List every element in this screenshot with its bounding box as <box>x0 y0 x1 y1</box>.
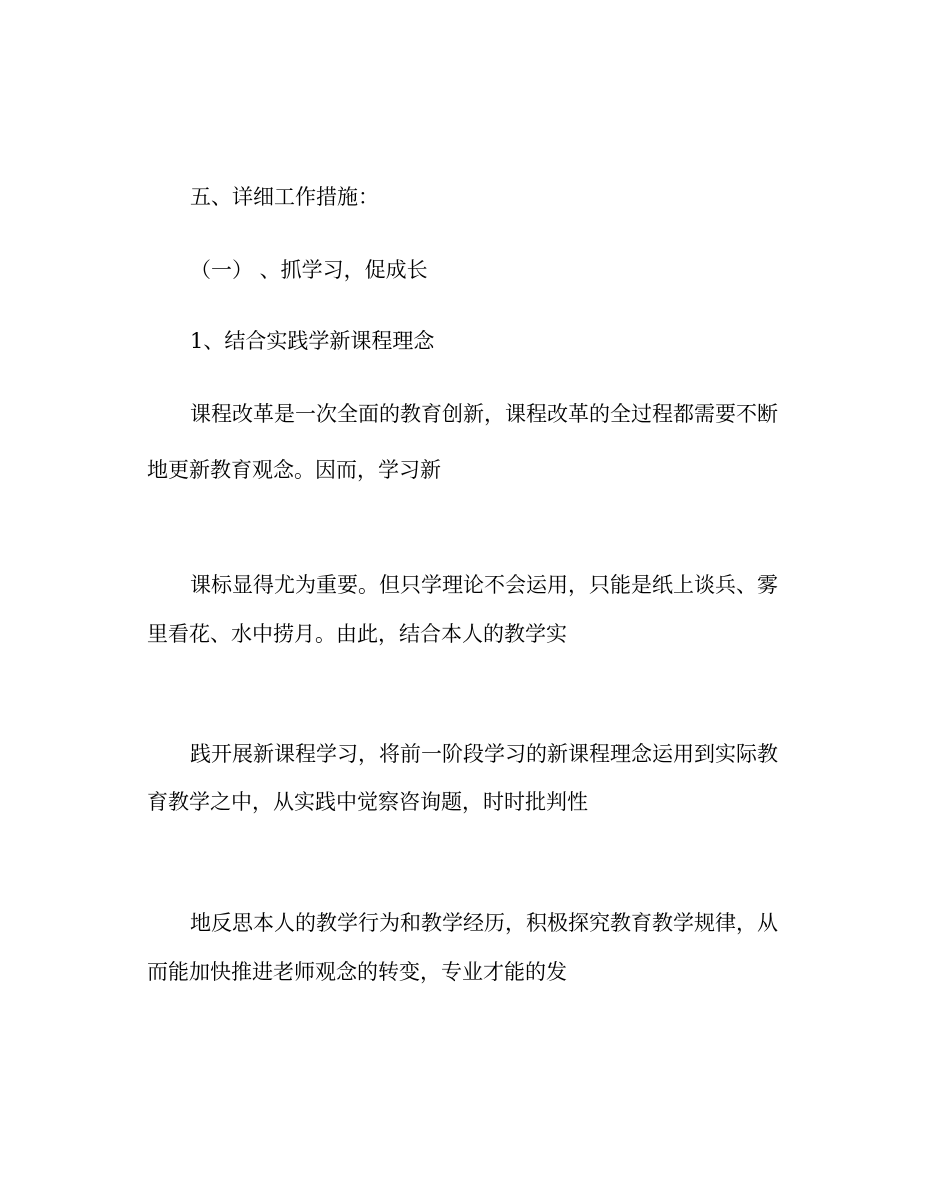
paragraph-3-line-2: 育教学之中，从实践中觉察咨询题，时时批判性 <box>147 790 588 814</box>
paragraph-1-line-1: 课程改革是一次全面的教育创新，课程改革的全过程都需要不断 <box>190 402 778 426</box>
paragraph-4-line-2: 而能加快推进老师观念的转变，专业才能的发 <box>147 960 567 984</box>
item-title: 1、结合实践学新课程理念 <box>190 329 435 353</box>
section-heading: 五、详细工作措施： <box>190 185 379 209</box>
subsection-heading: （一） 、抓学习，促成长 <box>190 258 428 282</box>
paragraph-2-line-1: 课标显得尤为重要。但只学理论不会运用，只能是纸上谈兵、雾 <box>190 573 778 597</box>
paragraph-2-line-2: 里看花、水中捞月。由此，结合本人的教学实 <box>147 622 567 646</box>
paragraph-4-line-1: 地反思本人的教学行为和教学经历，积极探究教育教学规律，从 <box>190 911 778 935</box>
paragraph-3-line-1: 践开展新课程学习，将前一阶段学习的新课程理念运用到实际教 <box>190 742 778 766</box>
paragraph-1-line-2: 地更新教育观念。因而，学习新 <box>147 458 441 482</box>
